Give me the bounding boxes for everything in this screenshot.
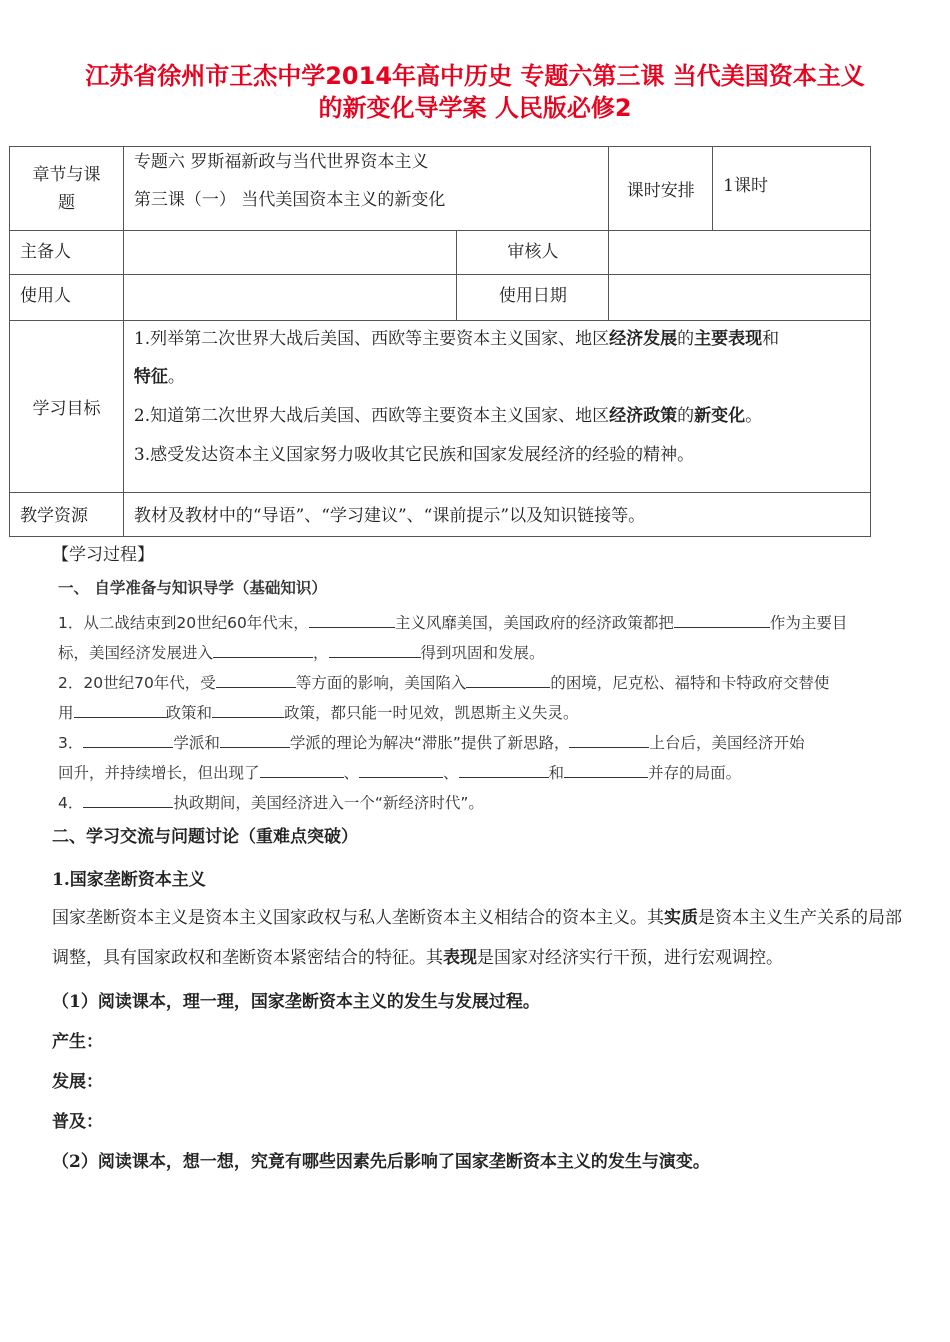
ex-text: 2．20世纪70年代，受 [58,674,216,692]
fill-blank[interactable] [359,761,443,778]
fill-blank[interactable] [466,671,550,688]
chapter-label: 章节与课题 [32,164,101,213]
fill-blank[interactable] [216,671,296,688]
ex-text: 、 [443,764,459,782]
resources-value: 教材及教材中的“导语”、“学习建议”、“课前提示”以及知识链接等。 [133,506,646,526]
answer-spread-label: 普及： [52,1112,103,1132]
fill-blank[interactable] [74,701,166,718]
ex-text: 上台后，美国经济开始 [649,734,805,752]
resources-value-cell [123,493,870,537]
ex-text: 等方面的影响，美国陷入 [295,674,467,692]
ex-text: 标，美国经济发展进入 [58,644,214,662]
resources-label-cell [10,493,124,537]
exercise-heading: 一、 自学准备与知识导学（基础知识） [58,579,327,597]
ex-text: 作为主要目 [769,614,848,632]
discussion-section [52,820,902,1182]
question-2: （2）阅读课本，想一想，究竟有哪些因素先后影响了国家垄断资本主义的发生与演变。 [52,1152,710,1172]
para-text: 是资本主义生产关系的局部调整，具有国家政权和垄断资本紧密结合的特征。其 [52,908,902,968]
exercise-line-7 [58,788,898,818]
exercise-line-6 [58,758,898,788]
user-label: 使用人 [20,286,71,306]
goal-1-key-3: 特征 [133,367,168,387]
ex-text: 用 [58,704,74,722]
ex-text: ， [313,644,329,662]
exercise-line-1 [58,608,898,638]
date-label-cell [457,275,609,321]
ex-text: 得到巩固和发展。 [420,644,545,662]
para-text: 是国家对经济实行干预，进行宏观调控。 [477,948,783,968]
subsection-1-heading: 1.国家垄断资本主义 [52,870,206,890]
fill-blank[interactable] [569,731,649,748]
exercise-line-2 [58,638,898,668]
goal-1-text: 1.列举第二次世界大战后美国、西欧等主要资本主义国家、地区 [133,329,610,349]
schedule-label: 课时安排 [626,181,695,201]
para-key-manifestation: 表现 [443,948,477,968]
reviewer-label-cell [457,231,609,275]
fill-blank[interactable] [212,701,284,718]
reviewer-label: 审核人 [507,242,559,262]
resources-label: 教学资源 [20,506,88,526]
fill-blank[interactable] [220,731,290,748]
fill-blank[interactable] [213,641,313,658]
goal-2-text-2: 的 [677,406,695,426]
goals-value-cell [123,321,870,493]
title-line-1: 江苏省徐州市王杰中学2014年高中历史 专题六第三课 当代美国资本主义 [85,62,865,90]
goal-1-text-2: 的 [677,329,695,349]
title-line-2: 的新变化导学案 人民版必修2 [318,94,632,122]
preparer-label-cell [10,231,124,275]
chapter-value-cell [123,147,608,231]
goal-1-end: 。 [167,367,185,387]
process-heading: 【学习过程】 [52,545,154,565]
goal-2 [134,397,860,435]
ex-text: 主义风靡美国，美国政府的经济政策都把 [394,614,674,632]
ex-text: 政策和 [165,704,213,722]
chapter-line-2: 第三课（一） 当代美国资本主义的新变化 [133,190,446,210]
ex-text: 、 [343,764,360,782]
exercise-line-3 [58,668,898,698]
ex-text: 学派和 [173,734,220,752]
fill-blank[interactable] [564,761,648,778]
ex-text: 1．从二战结束到20世纪60年代末， [58,614,309,632]
fill-blank[interactable] [309,611,395,628]
goal-3: 3.感受发达资本主义国家努力吸收其它民族和国家发展经济的经验的精神。 [133,445,695,465]
para-text: 国家垄断资本主义是资本主义国家政权与私人垄断资本主义相结合的资本主义。其 [52,908,664,928]
ex-text: 4． [58,794,84,812]
fill-blank[interactable] [674,611,770,628]
fill-blank[interactable] [83,731,173,748]
reviewer-value-cell [609,231,871,275]
user-label-cell [10,275,124,321]
ex-text: 政策，都只能一时见效，凯恩斯主义失灵。 [284,704,579,722]
preparer-label: 主备人 [20,242,71,262]
goal-1-key-2: 主要表现 [694,329,763,349]
exercise-line-4 [58,698,898,728]
section-2-heading: 二、学习交流与问题讨论（重难点突破） [52,827,358,847]
ex-text: 执政期间，美国经济进入一个“新经济时代”。 [173,794,484,812]
goal-1-key-1: 经济发展 [609,329,678,349]
fill-blank[interactable] [329,641,421,658]
goal-2-key-1: 经济政策 [609,406,678,426]
answer-origin-label: 产生： [52,1032,103,1052]
goal-2-key-2: 新变化 [694,406,746,426]
ex-text: 回升，并持续增长，但出现了 [58,764,260,782]
ex-text: 3． [58,734,84,752]
answer-development-label: 发展： [52,1072,103,1092]
preparer-value-cell [123,231,457,275]
schedule-value-cell [713,147,871,231]
goals-label: 学习目标 [32,399,101,419]
document-title [40,60,910,124]
ex-text: 并存的局面。 [648,764,742,782]
chapter-line-1: 专题六 罗斯福新政与当代世界资本主义 [133,152,429,172]
exercise-line-5 [58,728,898,758]
goals-label-cell [10,321,124,493]
ex-text: 学派的理论为解决“滞胀”提供了新思路， [289,734,570,752]
date-label: 使用日期 [498,286,567,306]
chapter-label-cell [10,147,124,231]
schedule-value: 1课时 [723,176,768,196]
fill-blank[interactable] [260,761,344,778]
ex-text: 的困境，尼克松、福特和卡特政府交替使 [550,674,830,692]
schedule-label-cell [609,147,713,231]
goal-2-end: 。 [745,406,763,426]
goal-1 [134,321,860,357]
goal-1-cont [134,357,860,397]
fill-blank[interactable] [83,791,173,808]
basic-knowledge-exercise [58,576,898,818]
question-1: （1）阅读课本，理一理，国家垄断资本主义的发生与发展过程。 [52,992,540,1012]
goal-2-text: 2.知道第二次世界大战后美国、西欧等主要资本主义国家、地区 [133,406,610,426]
definition-paragraph [52,898,902,978]
date-value-cell [609,275,871,321]
fill-blank[interactable] [459,761,549,778]
para-key-essence: 实质 [664,908,698,928]
goal-1-text-3: 和 [762,329,780,349]
user-value-cell [123,275,457,321]
ex-text: 和 [548,764,565,782]
lesson-info-table [9,146,871,537]
